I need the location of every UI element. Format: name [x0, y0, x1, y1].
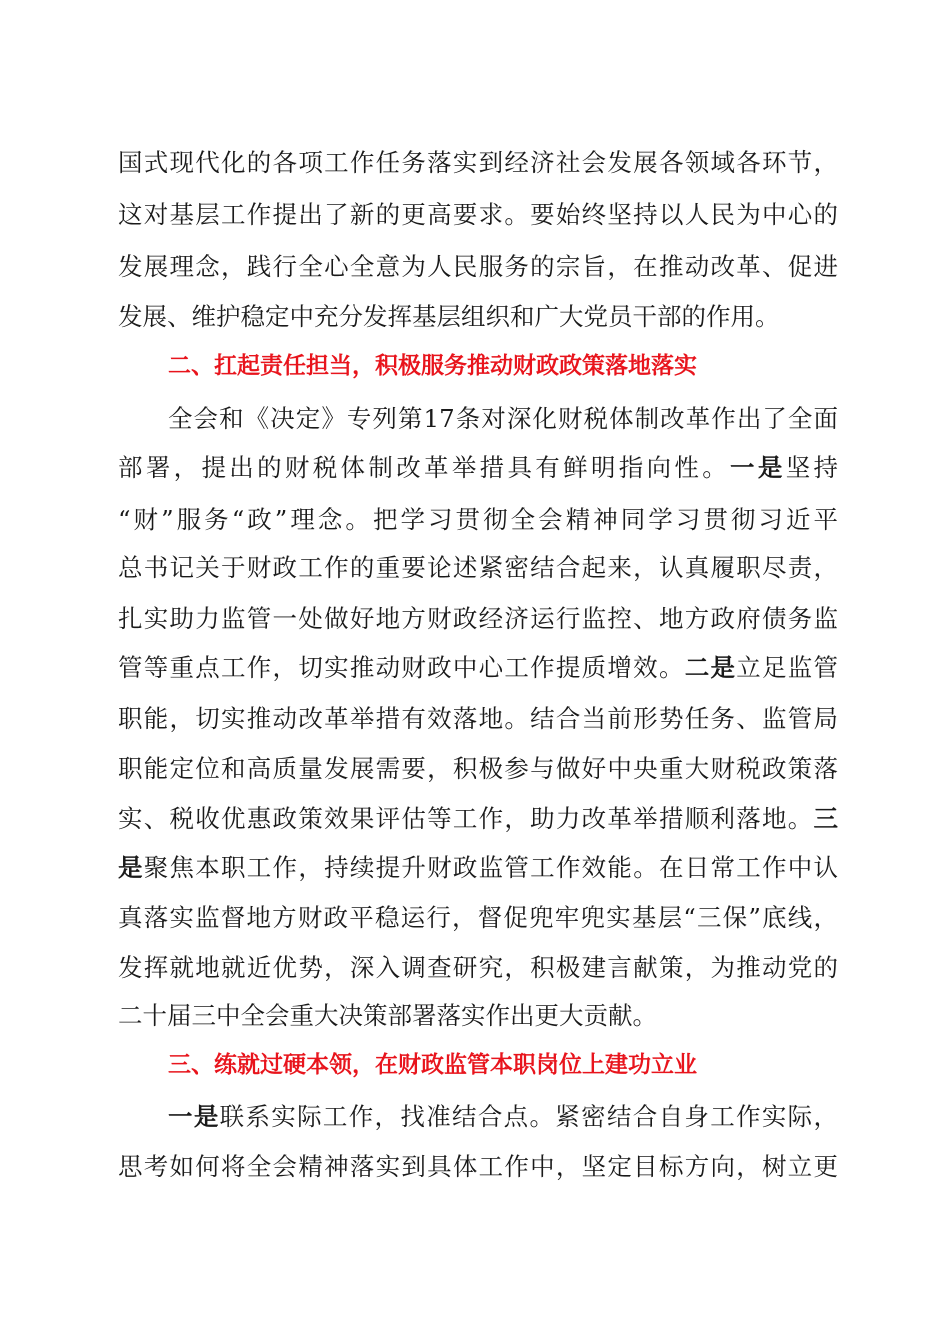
paragraph-line: 发展、维护稳定中充分发挥基层组织和广大党员干部的作用。 [118, 302, 780, 331]
paragraph-line: “财”服务“政”理念。把学习贯彻全会精神同学习贯彻习近平 [118, 505, 838, 534]
paragraph-line: 总书记关于财政工作的重要论述紧密结合起来，认真履职尽责， [118, 553, 838, 582]
paragraph-line: 发挥就地就近优势，深入调查研究，积极建言献策，为推动党的 [118, 953, 838, 982]
paragraph-line: 真落实监督地方财政平稳运行，督促兜牢兜实基层“三保”底线， [118, 903, 838, 932]
line-text: 管等重点工作，切实推动财政中心工作提质增效。 [118, 653, 685, 682]
paragraph-line [118, 852, 838, 884]
section-heading-3: 三、练就过硬本领，在财政监管本职岗位上建功立业 [168, 1052, 697, 1078]
paragraph-line [118, 652, 838, 684]
line-text: 立足监管 [736, 653, 839, 682]
paragraph-line: 职能，切实推动改革举措有效落地。结合当前形势任务、监管局 [118, 704, 838, 733]
paragraph-line: 发展理念，践行全心全意为人民服务的宗旨，在推动改革、促进 [118, 252, 838, 281]
paragraph-line: 扎实助力监管一处做好地方财政经济运行监控、地方政府债务监 [118, 604, 838, 633]
paragraph-line: 国式现代化的各项工作任务落实到经济社会发展各领域各环节， [118, 148, 838, 177]
line-text: 实、税收优惠政策效果评估等工作，助力改革举措顺利落地。 [118, 804, 814, 833]
paragraph-line [118, 803, 838, 835]
line-text: 部署，提出的财税体制改革举措具有鲜明指向性。 [118, 453, 731, 482]
paragraph-line: 全会和《决定》专列第17条对深化财税体制改革作出了全面 [168, 404, 838, 433]
line-text: 联系实际工作，找准结合点。紧密结合自身工作实际， [219, 1102, 838, 1131]
section-heading-2: 二、扛起责任担当，积极服务推动财政政策落地落实 [168, 353, 697, 379]
bold-keyword: 二是 [684, 653, 737, 682]
bold-keyword: 三 [813, 804, 838, 833]
paragraph-line: 职能定位和高质量发展需要，积极参与做好中央重大财税政策落 [118, 754, 838, 783]
bold-keyword: 是 [118, 853, 144, 882]
paragraph-line [168, 1101, 838, 1133]
bold-keyword: 一是 [730, 453, 786, 482]
paragraph-line [118, 452, 838, 484]
bold-keyword: 一是 [168, 1102, 220, 1131]
line-text: 坚持 [785, 453, 839, 482]
paragraph-line: 这对基层工作提出了新的更高要求。要始终坚持以人民为中心的 [118, 200, 838, 229]
paragraph-line: 思考如何将全会精神落实到具体工作中，坚定目标方向，树立更 [118, 1152, 838, 1181]
line-text: 聚焦本职工作，持续提升财政监管工作效能。在日常工作中认 [143, 853, 839, 882]
paragraph-line: 二十届三中全会重大决策部署落实作出更大贡献。 [118, 1001, 657, 1030]
